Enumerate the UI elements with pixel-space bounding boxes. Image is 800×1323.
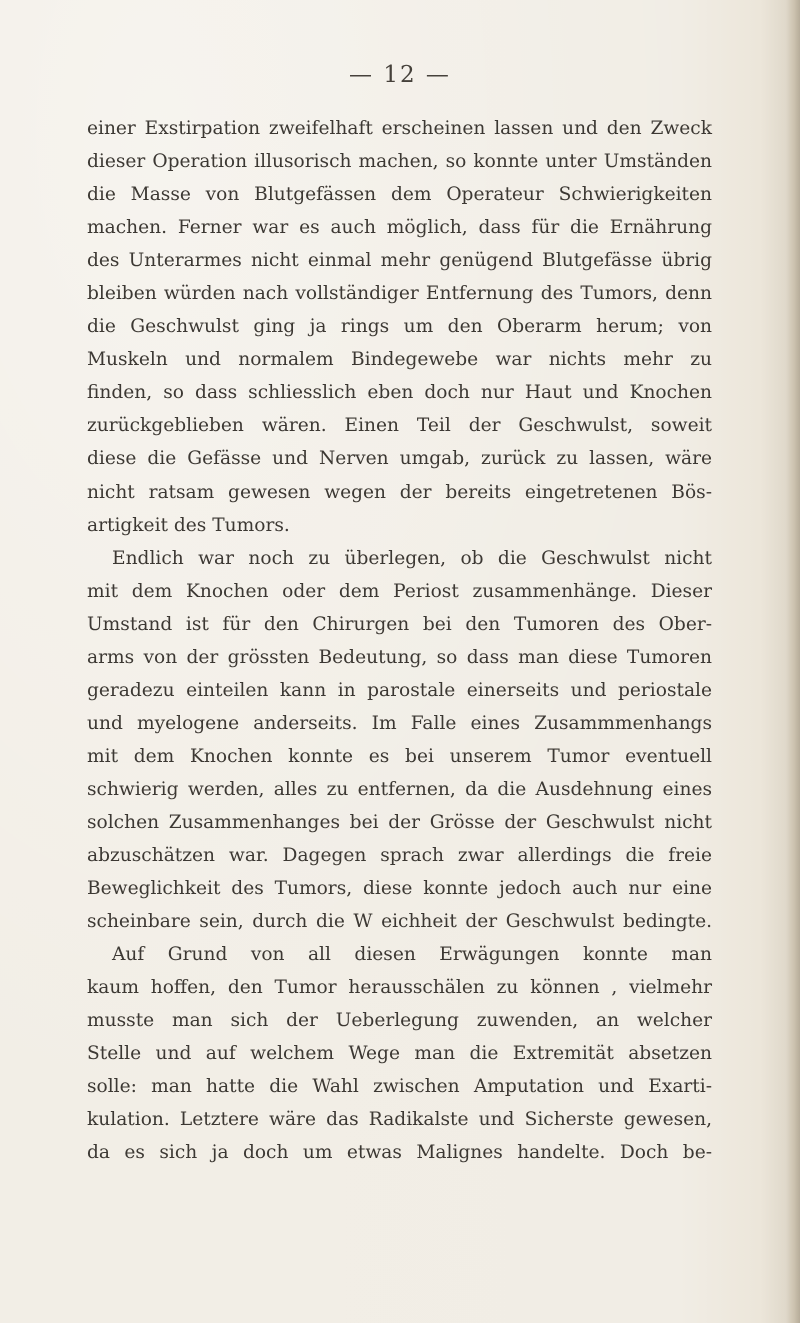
text-line-9: finden, so dass schliesslich eben doch nur Haut und Knochen (87, 382, 712, 404)
text-line-15: mit dem Knochen oder dem Periost zusammenhänge. Dieser (87, 580, 712, 602)
text-line-22: solchen Zusammenhanges bei der Grösse der Geschwulst nicht (87, 811, 712, 833)
text-line-16: Umstand ist für den Chirurgen bei den Tumoren des Ober- (87, 613, 712, 635)
text-line-4: machen. Ferner war es auch möglich, dass für die Ernährung (87, 217, 712, 239)
text-line-2: dieser Operation illusorisch machen, so konnte unter Umständen (87, 151, 712, 173)
text-line-25: scheinbare sein, durch die W eichheit der Geschwulst bedingte. (87, 911, 712, 933)
body-text (87, 112, 712, 1170)
text-line-7: die Geschwulst ging ja rings um den Oberarm herum; von (87, 316, 712, 338)
text-line-28: musste man sich der Ueberlegung zuwenden, an welcher (87, 1010, 712, 1032)
page-number: — 12 — (349, 62, 451, 88)
text-line-11: diese die Gefässe und Nerven umgab, zurück zu lassen, wäre (87, 448, 712, 470)
text-line-23: abzuschätzen war. Dagegen sprach zwar allerdings die freie (87, 845, 712, 867)
text-line-30: solle: man hatte die Wahl zwischen Amputation und Exarti- (87, 1076, 712, 1098)
text-line-20: mit dem Knochen konnte es bei unserem Tumor eventuell (87, 745, 712, 767)
text-line-29: Stelle und auf welchem Wege man die Extremität absetzen (87, 1043, 712, 1065)
text-line-21: schwierig werden, alles zu entfernen, da die Ausdehnung eines (87, 778, 712, 800)
text-line-1: einer Exstirpation zweifelhaft erscheinen lassen und den Zweck (87, 118, 712, 139)
text-line-18: geradezu einteilen kann in parostale einerseits und periostale (87, 679, 712, 701)
text-line-26: Auf Grund von all diesen Erwägungen konnte man (112, 944, 712, 966)
text-line-19: und myelogene anderseits. Im Falle eines Zusammmenhangs (87, 712, 712, 734)
text-line-10: zurückgeblieben wären. Einen Teil der Geschwulst, soweit (87, 415, 712, 437)
text-line-8: Muskeln und normalem Bindegewebe war nichts mehr zu (87, 349, 712, 371)
text-line-12: nicht ratsam gewesen wegen der bereits eingetretenen Bös- (87, 481, 712, 503)
text-line-3: die Masse von Blutgefässen dem Operateur Schwierigkeiten (87, 184, 712, 206)
text-line-14: Endlich war noch zu überlegen, ob die Geschwulst nicht (112, 547, 712, 569)
text-line-6: bleiben würden nach vollständiger Entfernung des Tumors, denn (87, 283, 712, 305)
text-line-24: Beweglichkeit des Tumors, diese konnte jedoch auch nur eine (87, 878, 712, 900)
text-line-13: artigkeit des Tumors. (87, 514, 290, 536)
text-line-31: kulation. Letztere wäre das Radikalste und Sicherste gewesen, (87, 1109, 712, 1131)
text-line-17: arms von der grössten Bedeutung, so dass man diese Tumoren (87, 646, 712, 668)
text-line-32: da es sich ja doch um etwas Malignes handelte. Doch be- (87, 1142, 712, 1164)
text-line-27: kaum hoffen, den Tumor herausschälen zu können , vielmehr (87, 977, 712, 999)
text-line-5: des Unterarmes nicht einmal mehr genügend Blutgefässe übrig (87, 250, 712, 272)
page-edge-shadow (786, 0, 800, 1323)
